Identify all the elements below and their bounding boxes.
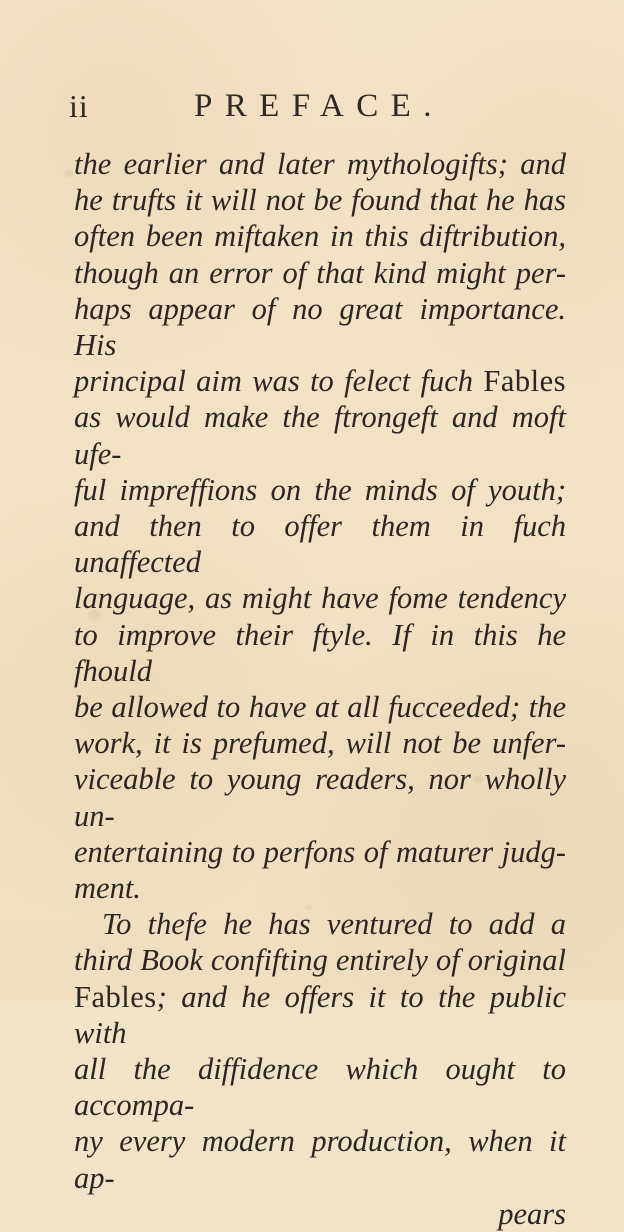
text-line: viceable to young readers, nor wholly un- <box>74 762 566 833</box>
text-line: ny every modern production, when it ap- <box>74 1124 566 1195</box>
text-line: as would make the ftrongeft and moft ufe- <box>74 400 566 471</box>
text-fragment: ; and he offers it to the public with <box>74 979 566 1050</box>
text-line <box>74 363 566 399</box>
page-body <box>74 146 566 1232</box>
text-line: language, as might have fome tendency <box>74 581 566 616</box>
text-line: ment. <box>74 871 141 906</box>
text-line: work, it is prefumed, will not be unfer- <box>74 726 566 761</box>
text-line: though an error of that kind might per- <box>74 255 566 290</box>
text-fragment: Fables <box>483 364 566 399</box>
text-line: third Book confifting entirely of original <box>74 943 566 978</box>
text-line: To thefe he has ventured to add a <box>102 907 566 942</box>
text-line: haps appear of no great importance. His <box>74 291 566 363</box>
text-line: be allowed to have at all fucceeded; the <box>74 690 566 725</box>
paper-stain <box>64 170 74 177</box>
text-line: pears <box>498 1196 566 1231</box>
text-line: often been miftaken in this diftribution, <box>74 219 566 254</box>
running-head: PREFACE. <box>194 88 444 124</box>
text-line: to improve their ftyle. If in this he fhould <box>74 617 566 688</box>
text-line <box>74 979 566 1051</box>
text-line: all the diffidence which ought to accompa- <box>74 1052 566 1123</box>
page-number: ii <box>69 88 89 124</box>
text-line: the earlier and later mythologifts; and <box>74 147 566 181</box>
text-fragment: Fables <box>74 979 157 1014</box>
text-line: entertaining to perfons of maturer judg- <box>74 834 566 869</box>
text-fragment: principal aim was to felect fuch <box>74 364 474 399</box>
text-line: ful impreffions on the minds of youth; <box>74 472 566 507</box>
text-line: he trufts it will not be found that he has <box>74 183 566 218</box>
text-line: and then to offer them in fuch unaffected <box>74 509 566 580</box>
